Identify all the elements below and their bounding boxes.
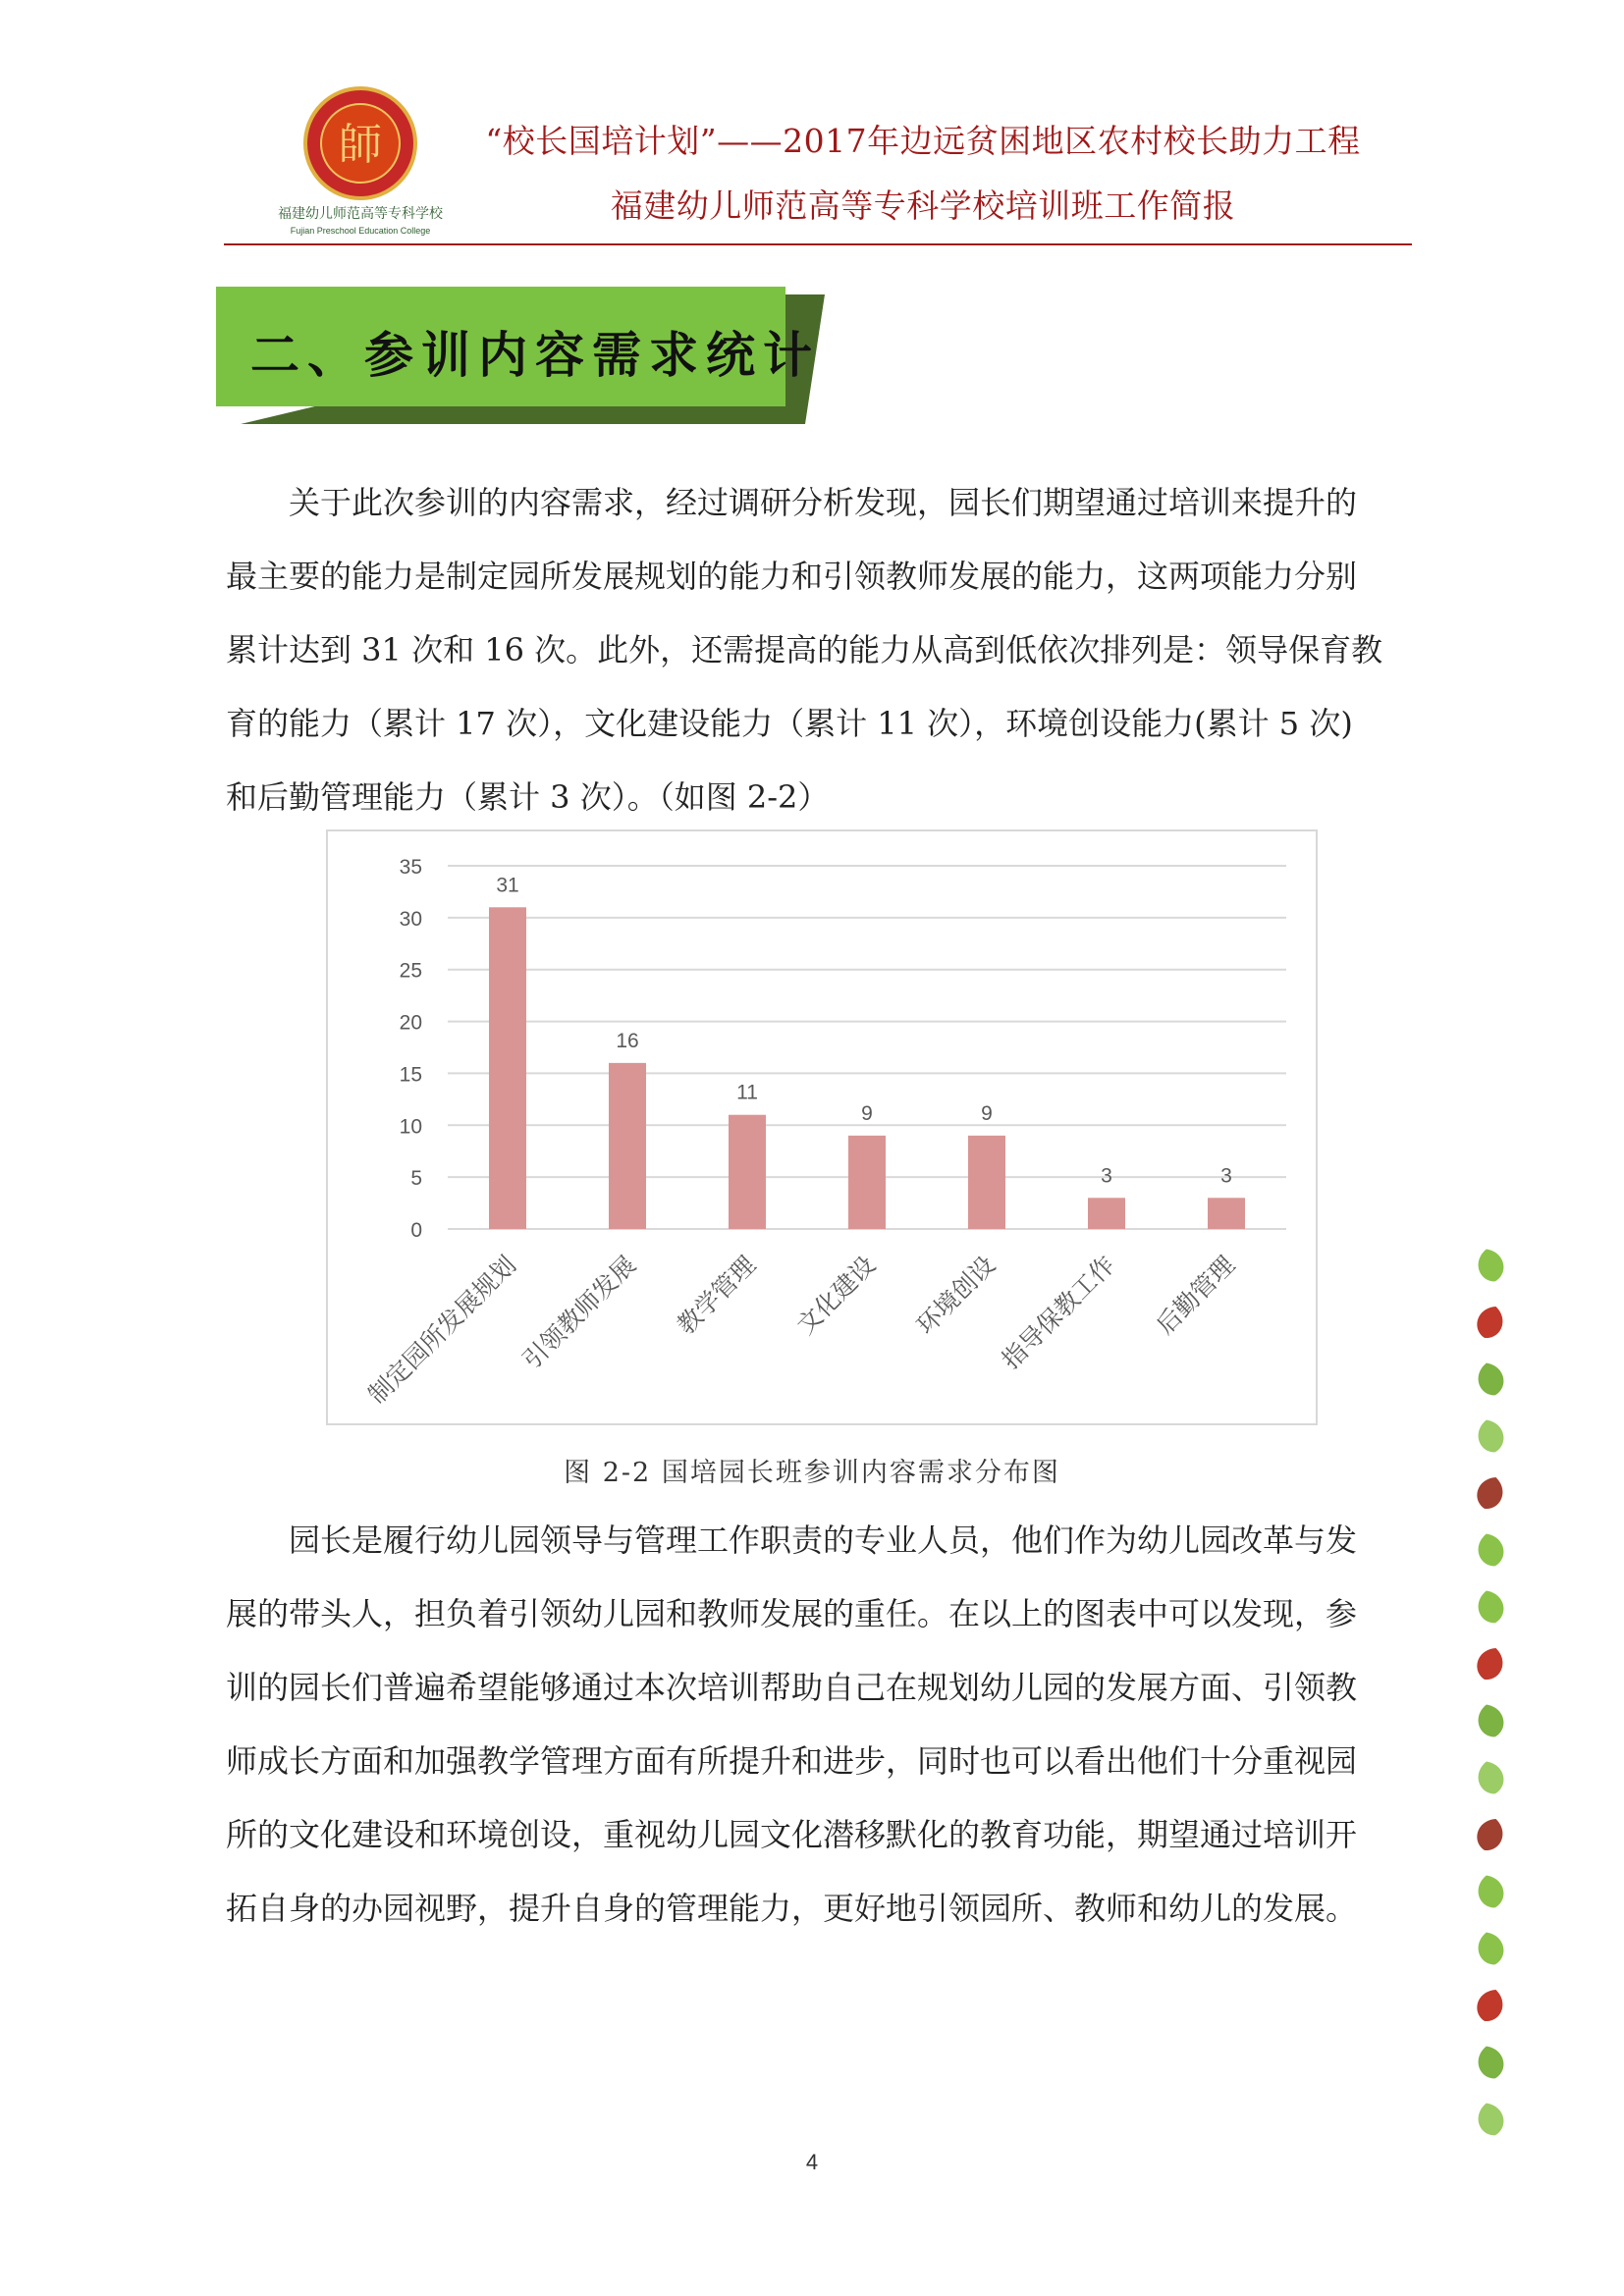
leaf-icon (1475, 1701, 1507, 1739)
data-label: 3 (1220, 1164, 1232, 1188)
leaf-icon (1475, 2100, 1507, 2138)
svg-text:福建幼儿师范高等专科学校: 福建幼儿师范高等专科学校 (278, 206, 443, 222)
y-tick-label: 0 (410, 1219, 422, 1242)
section-title: 二、参训内容需求统计 (250, 326, 820, 384)
data-label: 16 (616, 1029, 639, 1052)
y-tick-label: 5 (410, 1167, 422, 1191)
x-tick-label: 环境创设 (911, 1250, 1001, 1340)
bar (1088, 1198, 1125, 1229)
bar-chart-svg (328, 831, 1316, 1423)
paragraph-line: 最主要的能力是制定园所发展规划的能力和引领教师发展的能力，这两项能力分别 (226, 558, 1358, 595)
data-label: 31 (496, 874, 519, 897)
y-tick-label: 15 (399, 1063, 422, 1087)
leaf-icon (1475, 1929, 1507, 1967)
college-logo (257, 84, 463, 238)
leaf-icon (1475, 2043, 1507, 2081)
data-label: 9 (861, 1101, 873, 1125)
leaf-icon (1475, 1530, 1507, 1569)
y-tick-label: 25 (399, 959, 422, 983)
leaf-icon (1475, 1416, 1507, 1455)
y-tick-label: 35 (399, 856, 422, 879)
paragraph-line: 和后勤管理能力（累计 3 次）。（如图 2-2） (226, 778, 830, 816)
leaf-icon (1475, 1872, 1507, 1910)
paragraph-analysis (226, 1504, 1414, 1946)
paragraph-line: 育的能力（累计 17 次），文化建设能力（累计 11 次），环境创设能力(累计 5 次) (226, 705, 1353, 742)
x-tick-label: 指导保教工作 (996, 1250, 1121, 1375)
leaf-icon (1475, 1758, 1507, 1796)
paragraph-line: 展的带头人，担负着引领幼儿园和教师发展的重任。在以上的图表中可以发现，参 (226, 1595, 1358, 1632)
paragraph-line: 训的园长们普遍希望能够通过本次培训帮助自己在规划幼儿园的发展方面、引领教 (226, 1669, 1358, 1706)
bar (609, 1063, 646, 1229)
header-subtitle: 福建幼儿师范高等专科学校培训班工作简报 (610, 187, 1236, 225)
header-divider (224, 243, 1412, 245)
x-tick-label: 引领教师发展 (516, 1250, 642, 1375)
data-label: 9 (981, 1101, 993, 1125)
leaf-icon (1473, 1303, 1508, 1343)
bar (848, 1136, 886, 1229)
bar (729, 1115, 766, 1229)
paragraph-line: 园长是履行幼儿园领导与管理工作职责的专业人员，他们作为幼儿园改革与发 (289, 1522, 1358, 1559)
leaf-icon (1473, 1644, 1508, 1684)
leaf-icon (1473, 1986, 1508, 2026)
bar (968, 1136, 1005, 1229)
paragraph-line: 累计达到 31 次和 16 次。此外，还需提高的能力从高到低依次排列是：领导保育教 (226, 631, 1383, 668)
figure-caption: 图 2-2 国培园长班参训内容需求分布图 (564, 1458, 1060, 1488)
x-tick-label: 制定园所发展规划 (362, 1250, 522, 1410)
paragraph-line: 所的文化建设和环境创设，重视幼儿园文化潜移默化的教育功能，期望通过培训开 (226, 1816, 1358, 1853)
svg-text:師: 師 (339, 120, 382, 170)
y-tick-label: 30 (399, 907, 422, 931)
y-tick-label: 20 (399, 1011, 422, 1035)
leaf-decoration (1461, 1247, 1520, 2169)
x-tick-label: 教学管理 (672, 1250, 762, 1340)
page-number: 4 (805, 2150, 819, 2174)
data-label: 11 (736, 1081, 758, 1104)
data-label: 3 (1101, 1164, 1112, 1188)
leaf-icon (1475, 1360, 1507, 1398)
leaf-icon (1475, 1247, 1507, 1285)
leaf-icon (1473, 1815, 1508, 1855)
x-tick-label: 文化建设 (791, 1250, 882, 1340)
paragraph-line: 拓自身的办园视野，提升自身的管理能力，更好地引领园所、教师和幼儿的发展。 (226, 1890, 1358, 1927)
paragraph-line: 师成长方面和加强教学管理方面有所提升和进步，同时也可以看出他们十分重视园 (226, 1742, 1358, 1780)
paragraph-intro (226, 466, 1414, 834)
leaf-icon (1475, 1587, 1507, 1626)
bar (489, 907, 526, 1229)
leaf-icon (1473, 1473, 1508, 1514)
svg-text:Fujian Preschool Education Col: Fujian Preschool Education College (290, 226, 431, 236)
header-title: “校长国培计划”——2017年边远贫困地区农村校长助力工程 (485, 122, 1361, 160)
bar (1208, 1198, 1245, 1229)
y-tick-label: 10 (399, 1115, 422, 1139)
x-tick-label: 后勤管理 (1151, 1250, 1241, 1340)
bar-chart (326, 829, 1318, 1425)
paragraph-line: 关于此次参训的内容需求，经过调研分析发现，园长们期望通过培训来提升的 (289, 484, 1358, 521)
